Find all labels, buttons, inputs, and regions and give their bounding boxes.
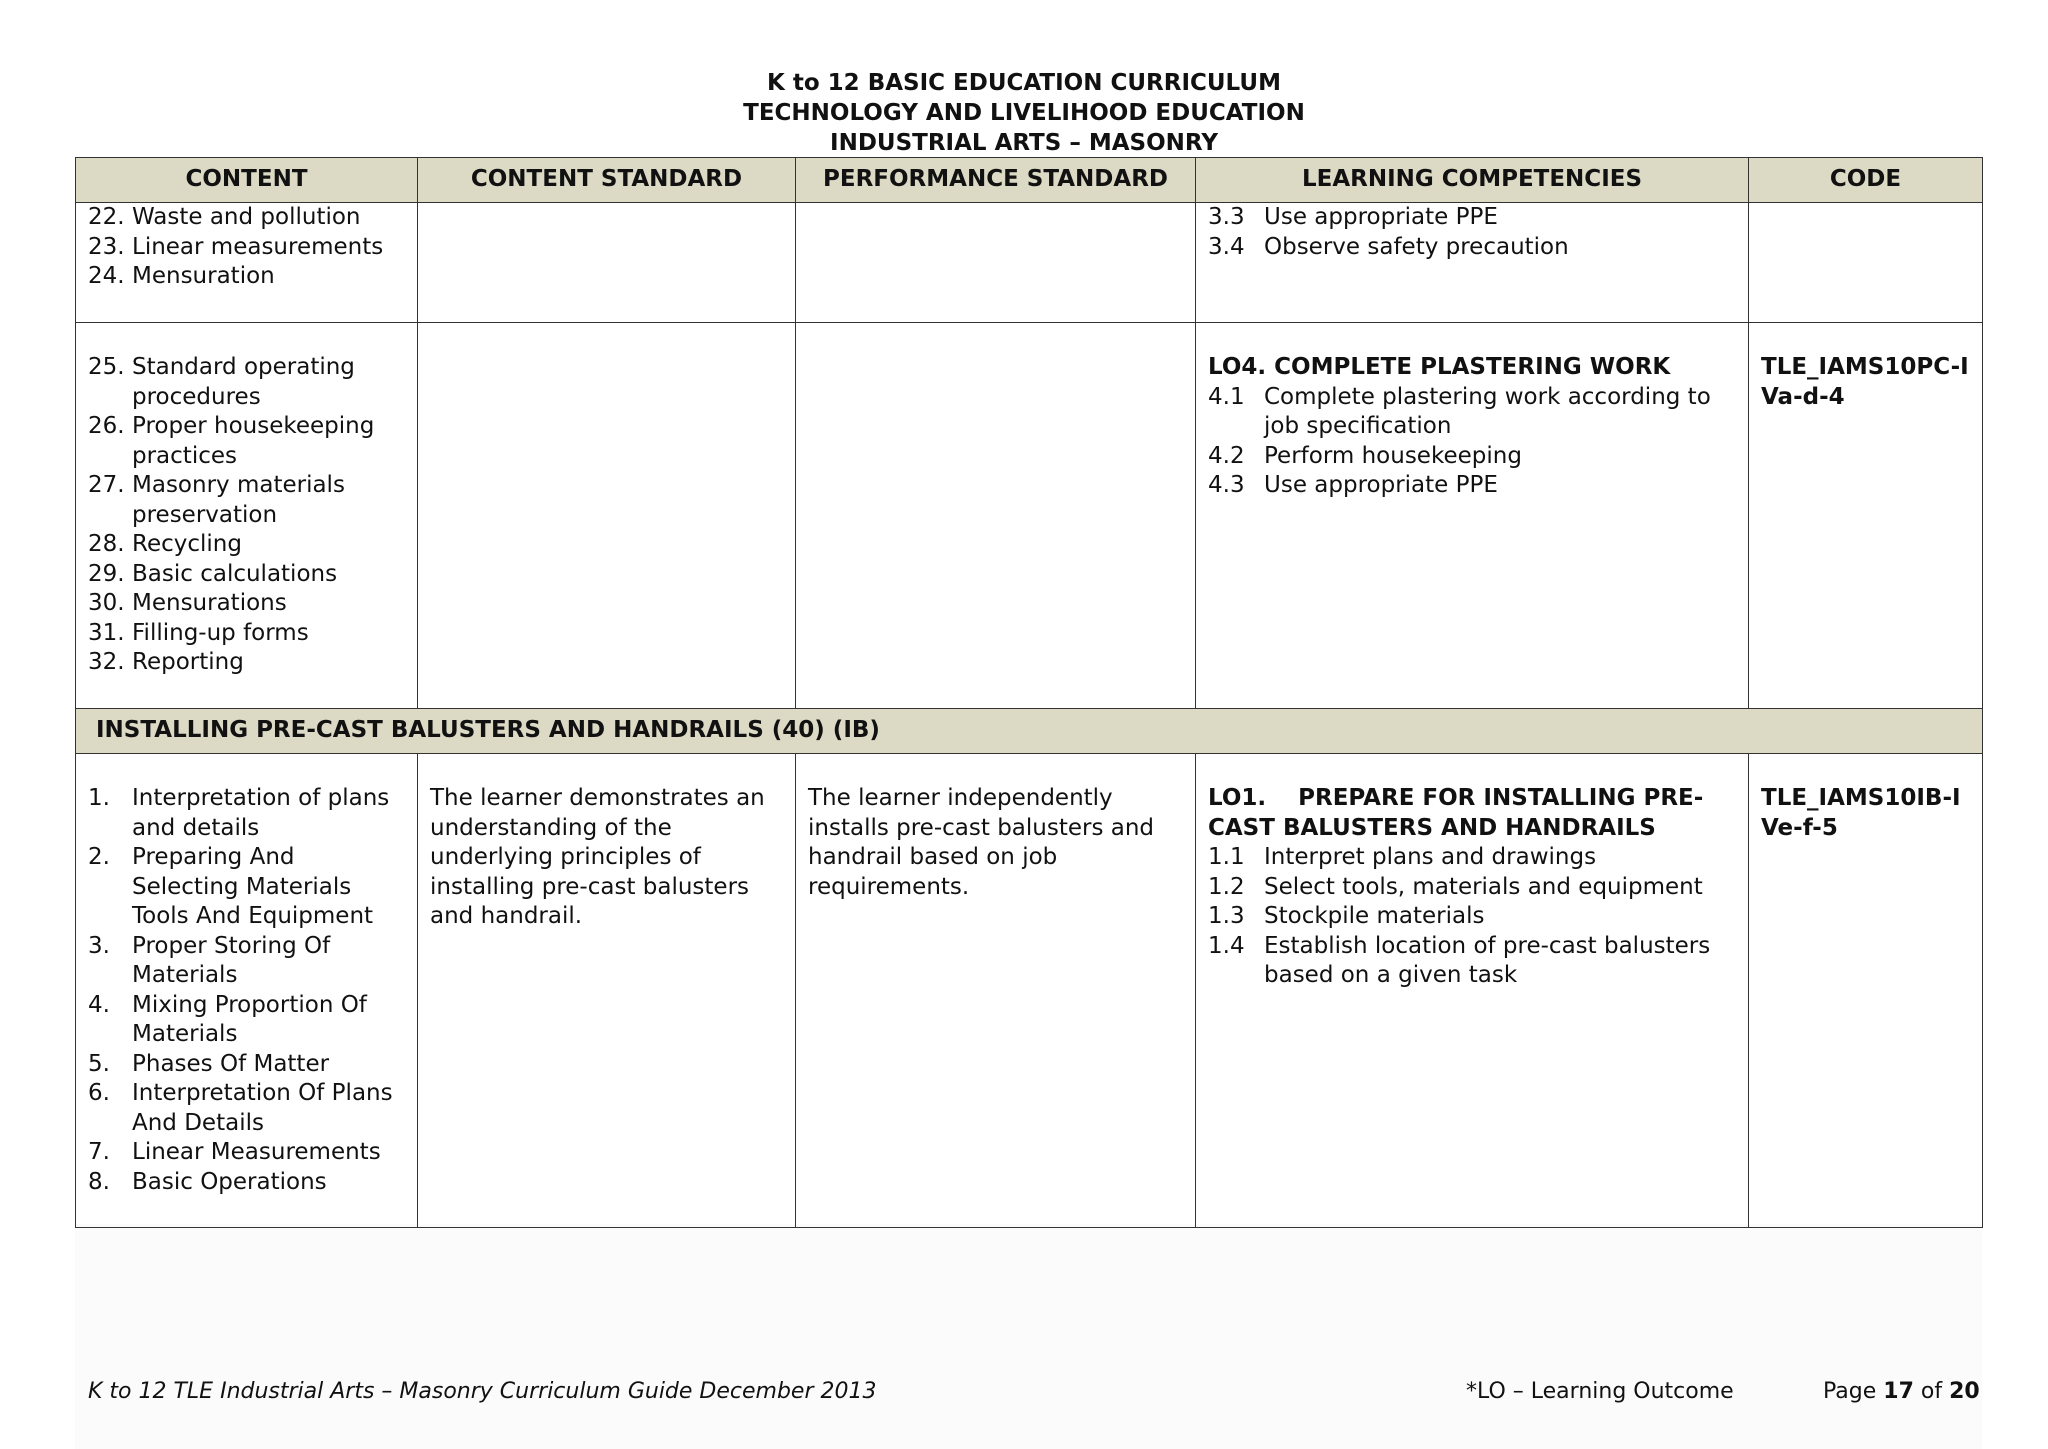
code-cell: TLE_IAMS10IB-IVe-f-5 — [1749, 754, 1983, 1228]
header-line-3: INDUSTRIAL ARTS – MASONRY — [830, 130, 1218, 156]
content-standard-cell — [418, 323, 796, 709]
col-header-code: CODE — [1749, 158, 1983, 203]
competency-item: 1.3 Stockpile materials — [1208, 903, 1485, 929]
learning-outcome-title: LO4. COMPLETE PLASTERING WORK — [1208, 354, 1671, 380]
competency-item: 4.3 Use appropriate PPE — [1208, 472, 1498, 498]
competency-item: 1.4 Establish location of pre-cast balusters based on a given task — [1208, 932, 1711, 988]
content-list — [88, 784, 405, 1197]
content-cell — [76, 323, 418, 709]
document-header — [0, 68, 2048, 158]
table-row — [76, 754, 1983, 1228]
content-list — [88, 203, 405, 292]
content-standard-cell — [418, 203, 796, 323]
list-item: 32. Reporting — [88, 649, 244, 675]
footer-lo-note: *LO – Learning Outcome — [1466, 1379, 1734, 1404]
list-item: 7. Linear Measurements — [88, 1139, 381, 1165]
col-header-learning-competencies: LEARNING COMPETENCIES — [1196, 158, 1749, 203]
list-item: 22. Waste and pollution — [88, 204, 361, 230]
col-header-content: CONTENT — [76, 158, 418, 203]
col-header-performance-standard: PERFORMANCE STANDARD — [796, 158, 1196, 203]
list-item: 2. Preparing And Selecting Materials Tools And Equipment — [88, 844, 374, 929]
col-header-content-standard: CONTENT STANDARD — [418, 158, 796, 203]
list-item: 26. Proper housekeeping practices — [88, 413, 375, 469]
competencies-cell — [1196, 754, 1749, 1228]
table-row — [76, 203, 1983, 323]
competencies-cell — [1196, 323, 1749, 709]
content-standard-cell: The learner demonstrates an understanding of the underlying principles of installing pre-cast balusters and handrail. — [418, 754, 796, 1228]
competency-item: 4.2 Perform housekeeping — [1208, 442, 1522, 469]
list-item: 24. Mensuration — [88, 263, 275, 289]
footer-page-number: Page 17 of 20 — [1823, 1379, 1980, 1404]
section-title: INSTALLING PRE-CAST BALUSTERS AND HANDRAILS (40) (IB) — [76, 709, 1983, 754]
list-item: 28. Recycling — [88, 531, 242, 557]
competency-item: 1.2 Select tools, materials and equipment — [1208, 873, 1703, 900]
competency-item: 1.1 Interpret plans and drawings — [1208, 844, 1597, 870]
list-item: 31. Filling-up forms — [88, 619, 309, 646]
table-row — [76, 323, 1983, 709]
code-cell: TLE_IAMS10PC-IVa-d-4 — [1749, 323, 1983, 709]
content-list — [88, 353, 405, 678]
content-cell — [76, 203, 418, 323]
list-item: 1. Interpretation of plans and details — [88, 785, 390, 841]
list-item: 5. Phases Of Matter — [88, 1050, 330, 1077]
curriculum-table — [75, 157, 1983, 1228]
page-bottom-band — [75, 1224, 1982, 1449]
footer-guide-title: K to 12 TLE Industrial Arts – Masonry Curriculum Guide December 2013 — [88, 1379, 877, 1404]
table-header-row — [76, 158, 1983, 203]
total-pages: 20 — [1949, 1379, 1980, 1404]
performance-standard-cell — [796, 323, 1196, 709]
list-item: 3. Proper Storing Of Materials — [88, 932, 331, 988]
list-item: 4. Mixing Proportion Of Materials — [88, 991, 367, 1047]
list-item: 27. Masonry materials preservation — [88, 472, 345, 528]
code-cell — [1749, 203, 1983, 323]
competency-item: 3.4 Observe safety precaution — [1208, 233, 1569, 260]
header-line-1: K to 12 BASIC EDUCATION CURRICULUM — [767, 70, 1281, 96]
content-cell — [76, 754, 418, 1228]
list-item: 6. Interpretation Of Plans And Details — [88, 1080, 393, 1136]
list-item: 8. Basic Operations — [88, 1168, 327, 1195]
current-page: 17 — [1883, 1379, 1914, 1404]
section-row — [76, 709, 1983, 754]
list-item: 30. Mensurations — [88, 590, 287, 616]
performance-standard-cell — [796, 203, 1196, 323]
header-line-2: TECHNOLOGY AND LIVELIHOOD EDUCATION — [743, 100, 1305, 126]
list-item: 23. Linear measurements — [88, 233, 384, 260]
list-item: 29. Basic calculations — [88, 560, 338, 587]
competency-item: 4.1 Complete plastering work according to job specification — [1208, 383, 1711, 439]
performance-standard-cell: The learner independently installs pre-cast balusters and handrail based on job requirements. — [796, 754, 1196, 1228]
list-item: 25. Standard operating procedures — [88, 354, 355, 410]
competencies-cell — [1196, 203, 1749, 323]
learning-outcome-title: LO1. PREPARE FOR INSTALLING PRE-CAST BALUSTERS AND HANDRAILS — [1208, 785, 1704, 841]
competency-item: 3.3 Use appropriate PPE — [1208, 204, 1498, 230]
